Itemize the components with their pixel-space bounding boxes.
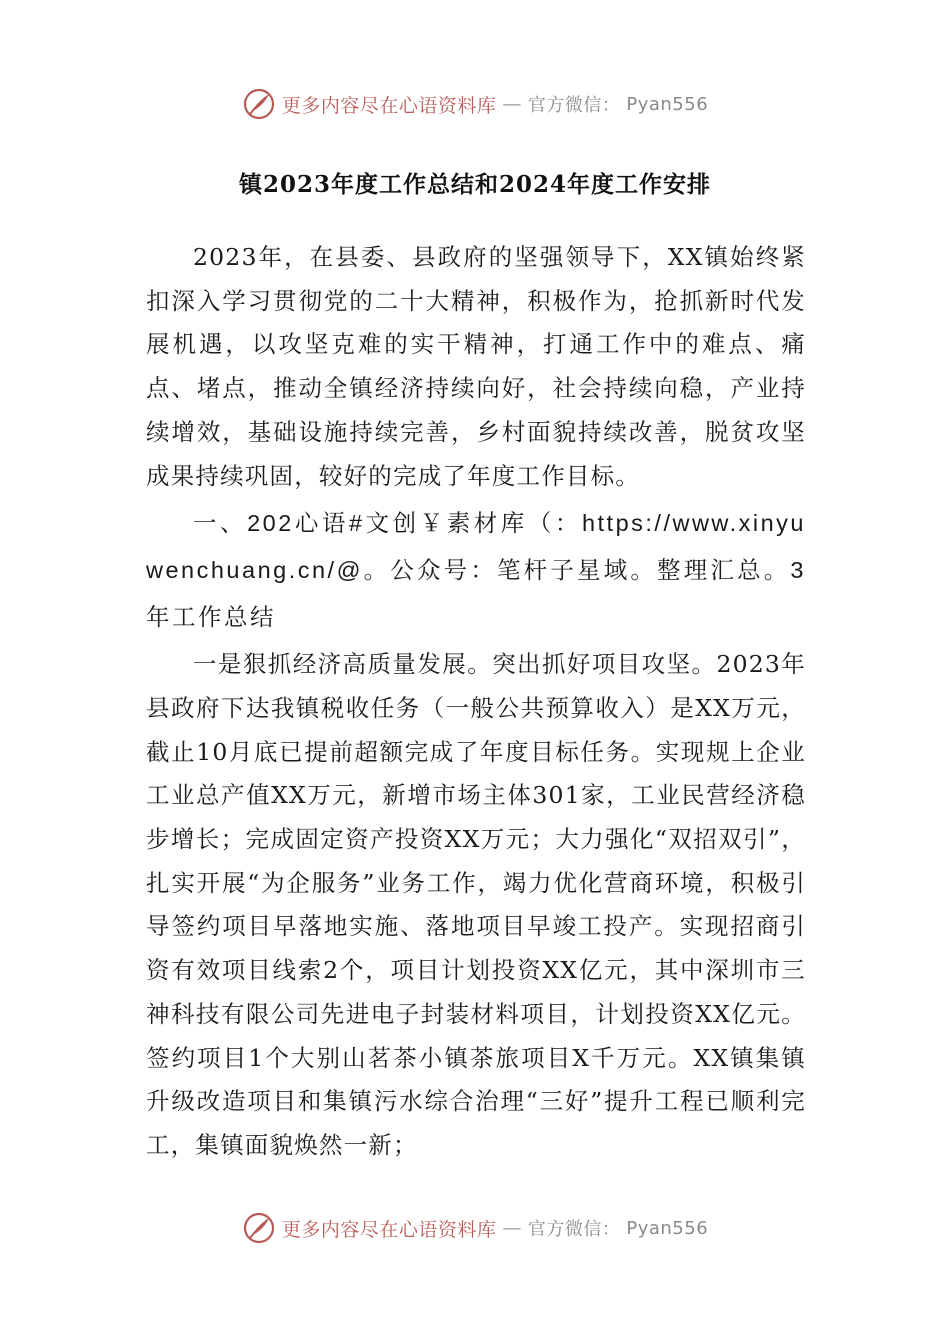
quill-logo-icon <box>242 1211 276 1245</box>
watermark-wechat-label: 官方微信： <box>527 1219 621 1240</box>
watermark-separator: — <box>502 93 522 115</box>
watermark-wechat-id: Pyan556 <box>626 1217 709 1239</box>
watermark-wechat-label: 官方微信： <box>527 95 621 116</box>
watermark-brand: 更多内容尽在心语资料库 <box>281 94 497 117</box>
footer-watermark <box>0 1208 950 1248</box>
paragraph-section-heading: 一、202心语#文创￥素材库（：https://www.xinyuwenchuang.cn/@。公众号：笔杆子星域。整理汇总。3年工作总结 <box>146 510 806 631</box>
paragraph-intro: 2023年，在县委、县政府的坚强领导下，XX镇始终紧扣深入学习贯彻党的二十大精神，积极作为，抢抓新时代发展机遇，以攻坚克难的实干精神，打通工作中的难点、痛点、堵点，推动全镇经济持续向好，社会持续向稳，产业持续增效，基础设施持续完善，乡村面貌持续改善，脱贫攻坚成果持续巩固，较好的完成了年度工作目标。 <box>146 243 806 490</box>
document-body <box>146 236 806 1168</box>
watermark-separator: — <box>502 1217 522 1239</box>
watermark-wechat-id: Pyan556 <box>626 93 709 115</box>
quill-logo-icon <box>242 87 276 121</box>
paragraph-economy: 一是狠抓经济高质量发展。突出抓好项目攻坚。2023年县政府下达我镇税收任务（一般公共预算收入）是XX万元，截止10月底已提前超额完成了年度目标任务。实现规上企业工业总产值XX万元，新增市场主体301家，工业民营经济稳步增长；完成固定资产投资XX万元；大力强化“双招双引”，扎实开展“为企服务”业务工作，竭力优化营商环境，积极引导签约项目早落地实施、落地项目早竣工投产。实现招商引资有效项目线索2个，项目计划投资XX亿元，其中深圳市三神科技有限公司先进电子封装材料项目，计划投资XX亿元。签约项目1个大别山茗茶小镇茶旅项目X千万元。XX镇集镇升级改造项目和集镇污水综合治理“三好”提升工程已顺利完工，集镇面貌焕然一新； <box>146 650 806 1159</box>
document-title: 镇2023年度工作总结和2024年度工作安排 <box>238 171 712 198</box>
header-watermark <box>0 84 950 124</box>
watermark-brand: 更多内容尽在心语资料库 <box>281 1218 497 1241</box>
